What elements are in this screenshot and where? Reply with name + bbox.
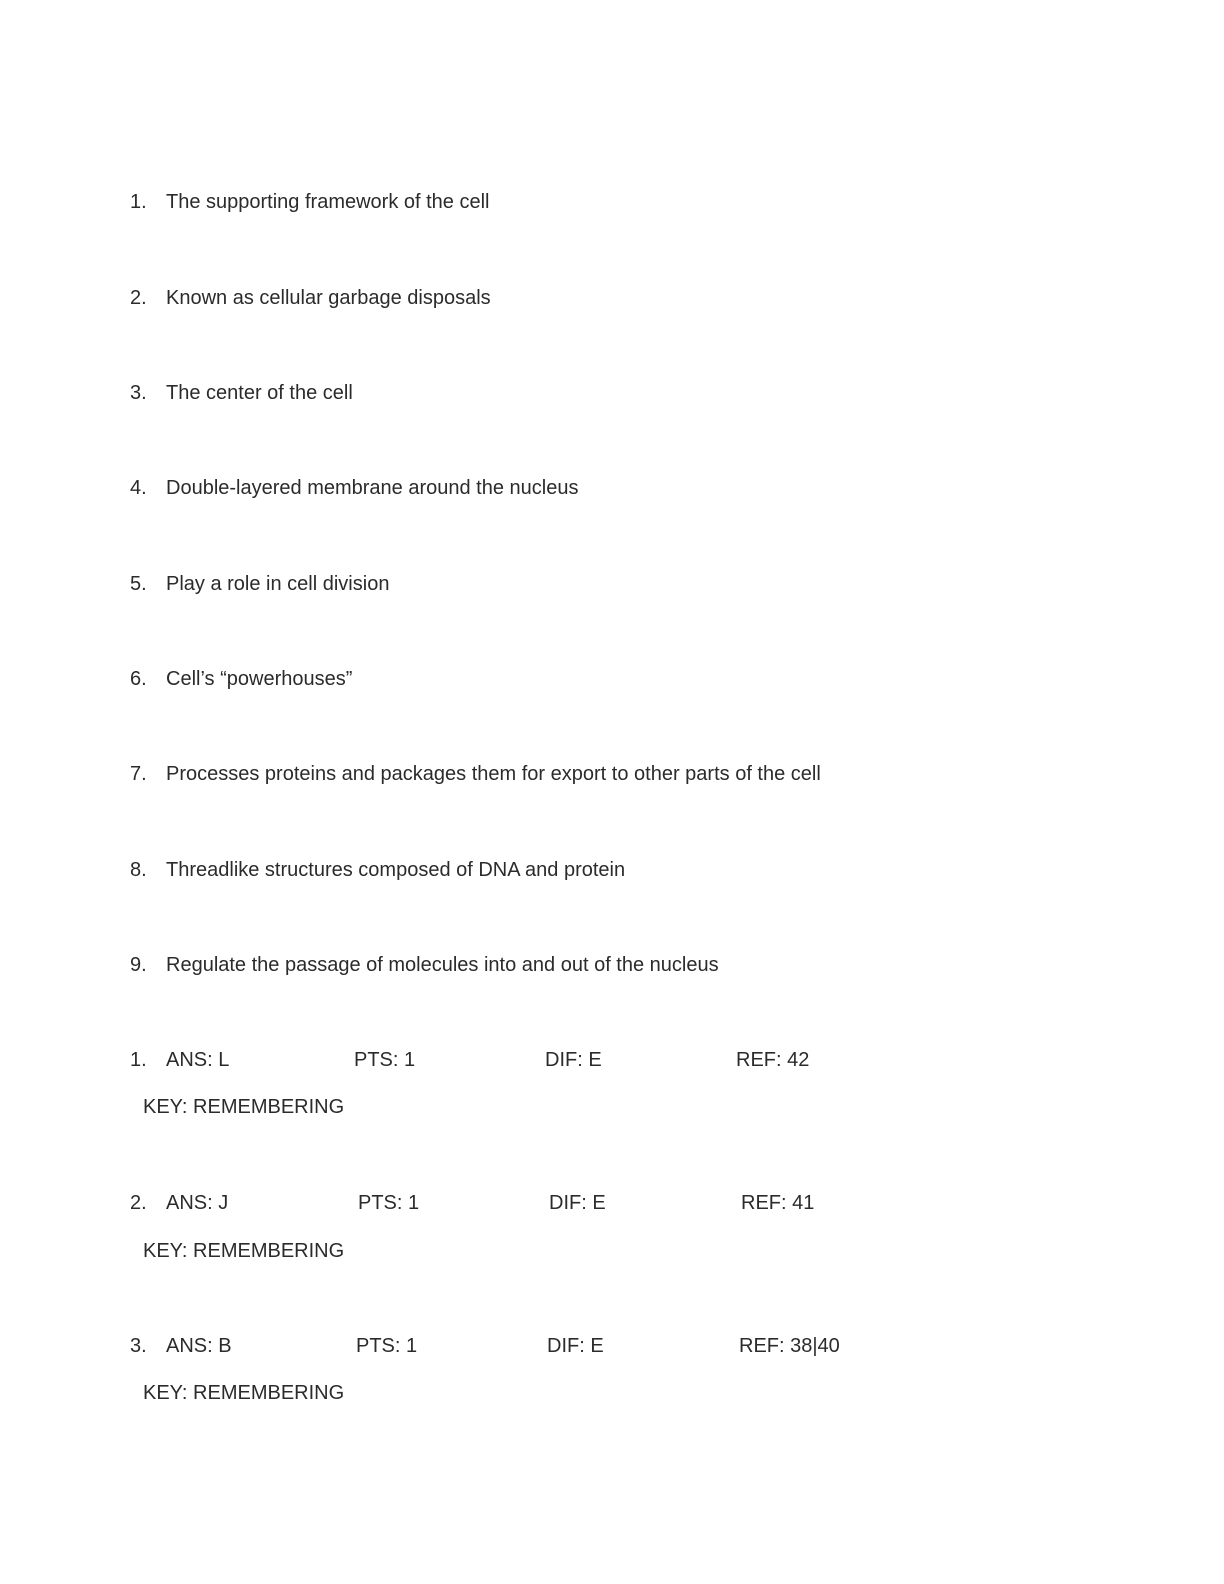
question-text: Play a role in cell division xyxy=(166,573,390,595)
points-value: PTS: 1 xyxy=(358,1192,420,1214)
points-value: PTS: 1 xyxy=(354,1049,416,1071)
question-number: 2. xyxy=(130,287,147,309)
question-text: Processes proteins and packages them for export to other parts of the cell xyxy=(166,763,821,785)
question-1 xyxy=(130,190,490,214)
difficulty-value: DIF: E xyxy=(549,1192,606,1214)
answer-row-3 xyxy=(130,1334,1030,1358)
question-7 xyxy=(130,762,821,786)
question-number: 8. xyxy=(130,859,147,881)
question-9 xyxy=(130,953,719,977)
question-text: The supporting framework of the cell xyxy=(166,191,490,213)
question-text: Regulate the passage of molecules into and out of the nucleus xyxy=(166,954,719,976)
question-number: 1. xyxy=(130,191,147,213)
answer-number: 2. xyxy=(130,1192,147,1214)
question-number: 7. xyxy=(130,763,147,785)
question-text: Double-layered membrane around the nucleus xyxy=(166,477,579,499)
question-4 xyxy=(130,476,578,500)
question-6 xyxy=(130,667,352,691)
question-5 xyxy=(130,572,389,596)
question-3 xyxy=(130,381,353,405)
question-number: 5. xyxy=(130,573,147,595)
answer-number: 3. xyxy=(130,1335,147,1357)
difficulty-value: DIF: E xyxy=(547,1335,604,1357)
question-number: 4. xyxy=(130,477,147,499)
answer-number: 1. xyxy=(130,1049,147,1071)
reference-value: REF: 42 xyxy=(736,1049,810,1071)
answer-value: ANS: L xyxy=(166,1049,230,1071)
answer-value: ANS: B xyxy=(166,1335,232,1357)
key-row-3: KEY: REMEMBERING xyxy=(143,1382,345,1404)
question-number: 6. xyxy=(130,668,147,690)
reference-value: REF: 38|40 xyxy=(739,1335,840,1357)
question-text: The center of the cell xyxy=(166,382,353,404)
question-text: Cell’s “powerhouses” xyxy=(166,668,353,690)
question-number: 3. xyxy=(130,382,147,404)
difficulty-value: DIF: E xyxy=(545,1049,602,1071)
question-2 xyxy=(130,286,491,310)
question-text: Known as cellular garbage disposals xyxy=(166,287,491,309)
points-value: PTS: 1 xyxy=(356,1335,418,1357)
reference-value: REF: 41 xyxy=(741,1192,815,1214)
answer-row-1 xyxy=(130,1048,1030,1072)
answer-value: ANS: J xyxy=(166,1192,229,1214)
key-row-1: KEY: REMEMBERING xyxy=(143,1096,345,1118)
key-row-2: KEY: REMEMBERING xyxy=(143,1240,345,1262)
question-number: 9. xyxy=(130,954,147,976)
answer-row-2 xyxy=(130,1191,1030,1215)
question-text: Threadlike structures composed of DNA and protein xyxy=(166,859,626,881)
question-8 xyxy=(130,858,625,882)
